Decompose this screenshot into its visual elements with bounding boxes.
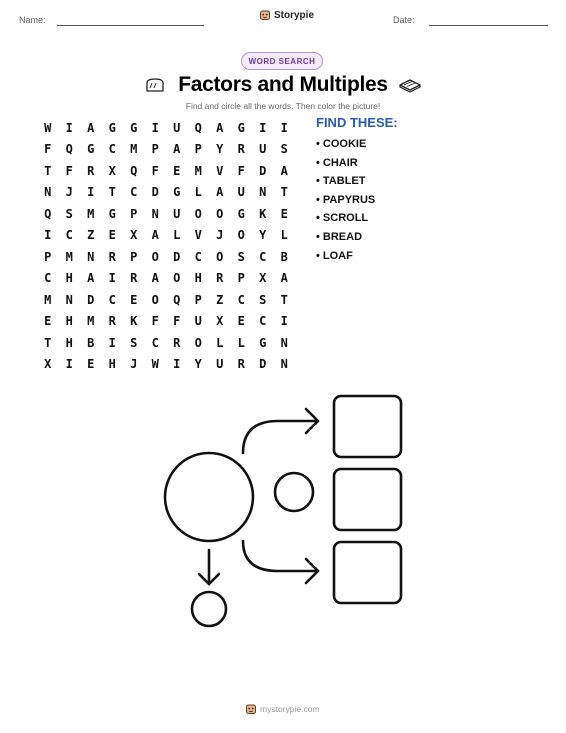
grid-cell[interactable]: O — [173, 271, 181, 286]
grid-cell[interactable]: V — [216, 163, 224, 178]
grid-cell[interactable]: T — [108, 185, 116, 200]
grid-cell[interactable]: H — [65, 314, 73, 329]
grid-cell[interactable]: T — [280, 185, 288, 200]
footer — [245, 703, 320, 715]
grid-cell[interactable]: A — [87, 271, 95, 286]
grid-cell[interactable]: G — [108, 206, 116, 221]
grid-cell[interactable]: U — [216, 357, 224, 372]
grid-cell[interactable]: F — [65, 163, 73, 178]
grid-cell[interactable]: D — [151, 185, 159, 200]
grid-cell[interactable]: M — [194, 163, 202, 178]
grid-cell[interactable]: N — [151, 206, 159, 221]
grid-cell[interactable]: O — [237, 228, 245, 243]
grid-cell[interactable]: N — [280, 357, 288, 372]
grid-cell[interactable]: I — [108, 271, 116, 286]
grid-cell[interactable]: O — [151, 249, 159, 264]
grid-cell[interactable]: T — [44, 163, 52, 178]
date-label: Date: — [393, 15, 415, 25]
grid-cell[interactable]: F — [44, 142, 52, 157]
grid-cell[interactable]: N — [280, 335, 288, 350]
grid-cell[interactable]: G — [87, 142, 95, 157]
grid-cell[interactable]: L — [216, 335, 224, 350]
grid-cell[interactable]: Q — [130, 163, 138, 178]
grid-cell[interactable]: I — [87, 185, 95, 200]
grid-cell[interactable]: O — [151, 292, 159, 307]
grid-cell[interactable]: X — [44, 357, 52, 372]
grid-cell[interactable]: O — [194, 206, 202, 221]
grid-cell[interactable]: E — [108, 228, 116, 243]
grid-cell[interactable]: N — [44, 185, 52, 200]
grid-cell[interactable]: Z — [216, 292, 224, 307]
grid-cell[interactable]: P — [237, 271, 245, 286]
grid-cell[interactable]: G — [237, 120, 245, 135]
grid-cell[interactable]: C — [237, 292, 245, 307]
grid-cell[interactable]: C — [151, 335, 159, 350]
grid-cell[interactable]: M — [65, 249, 73, 264]
grid-cell[interactable]: G — [130, 120, 138, 135]
grid-cell[interactable]: A — [280, 163, 288, 178]
grid-cell[interactable]: R — [216, 271, 224, 286]
storypie-footer-icon — [245, 703, 257, 715]
grid-cell[interactable]: A — [216, 120, 224, 135]
grid-cell[interactable]: H — [65, 271, 73, 286]
word-list-item: • CHAIR — [316, 156, 358, 169]
grid-cell[interactable]: R — [237, 357, 245, 372]
word-list-item: • BREAD — [316, 230, 363, 243]
grid-cell[interactable]: G — [173, 185, 181, 200]
grid-cell[interactable]: W — [44, 120, 52, 135]
word-list-item: • LOAF — [316, 249, 353, 262]
grid-cell[interactable]: A — [173, 142, 181, 157]
grid-cell[interactable]: A — [87, 120, 95, 135]
grid-cell[interactable]: P — [194, 142, 202, 157]
grid-cell[interactable]: C — [108, 292, 116, 307]
grid-cell[interactable]: Z — [87, 228, 95, 243]
grid-cell[interactable]: O — [194, 335, 202, 350]
grid-cell[interactable]: H — [108, 357, 116, 372]
grid-cell[interactable]: Y — [259, 228, 267, 243]
grid-cell[interactable]: M — [87, 206, 95, 221]
grid-cell[interactable]: I — [44, 228, 52, 243]
grid-cell[interactable]: I — [65, 120, 73, 135]
word-list-title: FIND THESE: — [316, 115, 398, 130]
answer-box-3[interactable] — [334, 542, 401, 603]
grid-cell[interactable]: X — [259, 271, 267, 286]
grid-cell[interactable]: G — [108, 120, 116, 135]
grid-cell[interactable]: I — [259, 120, 267, 135]
grid-cell[interactable]: R — [173, 335, 181, 350]
grid-cell[interactable]: U — [259, 142, 267, 157]
grid-cell[interactable]: H — [65, 335, 73, 350]
grid-cell[interactable]: P — [44, 249, 52, 264]
grid-cell[interactable]: E — [173, 163, 181, 178]
grid-cell[interactable]: W — [151, 357, 159, 372]
grid-cell[interactable]: O — [216, 249, 224, 264]
grid-cell[interactable]: D — [259, 163, 267, 178]
grid-cell[interactable]: M — [87, 314, 95, 329]
grid-cell[interactable]: P — [130, 249, 138, 264]
arrow-down-curve — [243, 541, 318, 571]
grid-cell[interactable]: Q — [194, 120, 202, 135]
word-list-item: • PAPYRUS — [316, 193, 376, 206]
word-list-item: • TABLET — [316, 175, 366, 188]
grid-cell[interactable]: A — [151, 271, 159, 286]
small-circle[interactable] — [192, 592, 226, 626]
grid-cell[interactable]: N — [87, 249, 95, 264]
grid-cell[interactable]: K — [130, 314, 138, 329]
grid-cell[interactable]: E — [280, 206, 288, 221]
grid-cell[interactable]: P — [130, 206, 138, 221]
arrow-up-curve — [243, 421, 318, 453]
grid-cell[interactable]: F — [151, 163, 159, 178]
grid-cell[interactable]: H — [194, 271, 202, 286]
grid-cell[interactable]: C — [108, 142, 116, 157]
grid-cell[interactable]: Y — [216, 142, 224, 157]
grid-cell[interactable]: F — [151, 314, 159, 329]
grid-cell[interactable]: U — [173, 206, 181, 221]
answer-box-1[interactable] — [334, 396, 401, 457]
grid-cell[interactable]: Y — [194, 357, 202, 372]
grid-cell[interactable]: M — [44, 292, 52, 307]
grid-cell[interactable]: S — [280, 142, 288, 157]
grid-cell[interactable]: S — [65, 206, 73, 221]
grid-cell[interactable]: B — [280, 249, 288, 264]
name-label: Name: — [19, 15, 46, 25]
grid-cell[interactable]: L — [280, 228, 288, 243]
grid-cell[interactable]: J — [65, 185, 73, 200]
grid-cell[interactable]: E — [87, 357, 95, 372]
grid-cell[interactable]: F — [173, 314, 181, 329]
grid-cell[interactable]: S — [237, 249, 245, 264]
grid-cell[interactable]: K — [259, 206, 267, 221]
grid-cell[interactable]: M — [130, 142, 138, 157]
grid-cell[interactable]: P — [151, 142, 159, 157]
instructions: Find and circle all the words. Then color the picture! — [185, 101, 381, 111]
grid-cell[interactable]: G — [237, 206, 245, 221]
word-list-item: • COOKIE — [316, 138, 367, 150]
grid-cell[interactable]: U — [194, 314, 202, 329]
grid-cell[interactable]: A — [280, 271, 288, 286]
grid-cell[interactable]: U — [173, 120, 181, 135]
grid-cell[interactable]: R — [237, 142, 245, 157]
grid-cell[interactable]: C — [259, 249, 267, 264]
grid-cell[interactable]: D — [87, 292, 95, 307]
grid-cell[interactable]: N — [65, 292, 73, 307]
grid-cell[interactable]: V — [194, 228, 202, 243]
grid-cell[interactable]: C — [130, 185, 138, 200]
grid-cell[interactable]: R — [108, 249, 116, 264]
grid-cell[interactable]: Q — [44, 206, 52, 221]
grid-cell[interactable]: U — [237, 185, 245, 200]
large-circle[interactable] — [165, 453, 253, 541]
grid-cell[interactable]: O — [216, 206, 224, 221]
grid-cell[interactable]: D — [259, 357, 267, 372]
page-title: Factors and Multiples — [178, 73, 388, 96]
grid-cell[interactable]: C — [65, 228, 73, 243]
grid-cell[interactable]: A — [151, 228, 159, 243]
word-list-item: • SCROLL — [316, 212, 369, 225]
grid-cell[interactable]: S — [130, 335, 138, 350]
grid-cell[interactable]: G — [259, 335, 267, 350]
grid-cell[interactable]: J — [130, 357, 138, 372]
grid-cell[interactable]: E — [237, 314, 245, 329]
grid-cell[interactable]: I — [280, 120, 288, 135]
grid-cell[interactable]: F — [237, 163, 245, 178]
grid-cell[interactable]: L — [194, 185, 202, 200]
grid-cell[interactable]: T — [44, 335, 52, 350]
grid-cell[interactable]: I — [65, 357, 73, 372]
grid-cell[interactable]: L — [237, 335, 245, 350]
medium-circle[interactable] — [275, 473, 313, 511]
grid-cell[interactable]: R — [108, 314, 116, 329]
grid-cell[interactable]: C — [194, 249, 202, 264]
grid-cell[interactable]: N — [259, 185, 267, 200]
grid-cell[interactable]: C — [44, 271, 52, 286]
grid-cell[interactable]: Q — [173, 292, 181, 307]
grid-cell[interactable]: X — [216, 314, 224, 329]
grid-cell[interactable]: X — [130, 228, 138, 243]
grid-cell[interactable]: I — [108, 335, 116, 350]
grid-cell[interactable]: A — [216, 185, 224, 200]
grid-cell[interactable]: Q — [65, 142, 73, 157]
grid-cell[interactable]: I — [173, 357, 181, 372]
grid-cell[interactable]: X — [108, 163, 116, 178]
grid-cell[interactable]: P — [194, 292, 202, 307]
grid-cell[interactable]: L — [173, 228, 181, 243]
word-search-badge: WORD SEARCH — [241, 52, 323, 70]
grid-cell[interactable]: R — [130, 271, 138, 286]
grid-cell[interactable]: J — [216, 228, 224, 243]
grid-cell[interactable]: I — [280, 314, 288, 329]
brand-name: Storypie — [274, 9, 315, 21]
grid-cell[interactable]: S — [259, 292, 267, 307]
grid-cell[interactable]: R — [87, 163, 95, 178]
grid-cell[interactable]: T — [280, 292, 288, 307]
grid-cell[interactable]: B — [87, 335, 95, 350]
grid-cell[interactable]: C — [259, 314, 267, 329]
grid-cell[interactable]: E — [44, 314, 52, 329]
footer-site: mystorypie.com — [260, 704, 320, 714]
grid-cell[interactable]: D — [173, 249, 181, 264]
grid-cell[interactable]: E — [130, 292, 138, 307]
answer-box-2[interactable] — [334, 469, 401, 530]
grid-cell[interactable]: I — [151, 120, 159, 135]
